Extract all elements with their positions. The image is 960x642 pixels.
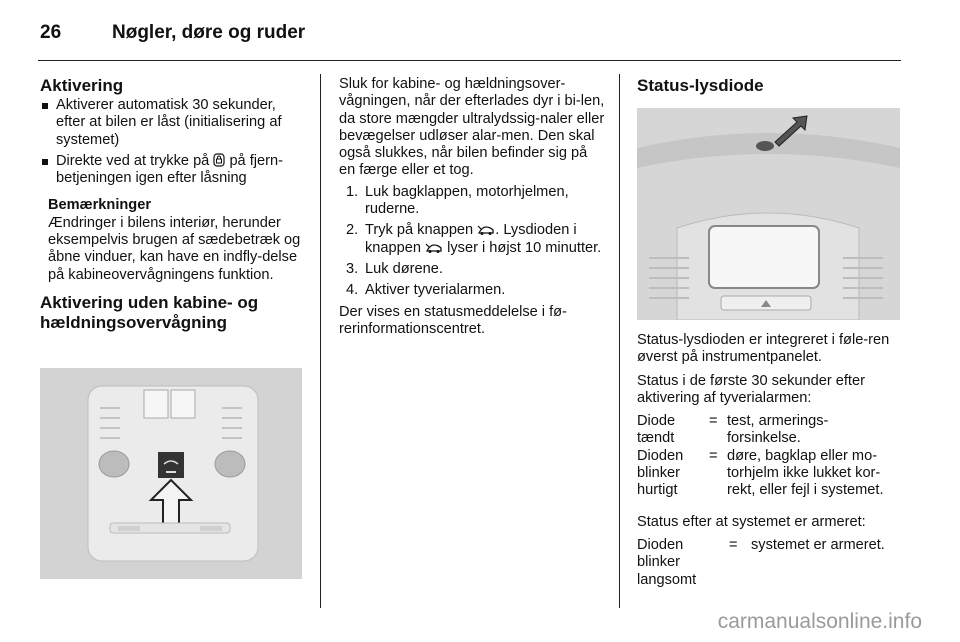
column-1 [40, 76, 304, 333]
car-tilt-icon [425, 242, 443, 254]
column-divider [619, 74, 620, 608]
status-paragraph-3: Status efter at systemet er armeret: [637, 513, 866, 530]
page-number: 26 [40, 22, 62, 43]
definition-equals: = [729, 536, 738, 553]
step-text: Tryk på knappen [365, 222, 474, 239]
console-illustration [40, 368, 302, 579]
armed-definition-list [637, 537, 902, 589]
bullet-square-icon [42, 159, 48, 165]
definition-equals: = [709, 413, 718, 430]
bullet-square-icon [42, 103, 48, 109]
watermark: carmanualsonline.info [717, 610, 922, 633]
heading-aktivering: Aktivering [40, 76, 124, 95]
status-paragraph-2: Status i de første 30 sekunder efter aktivering af tyverialarmen: [637, 372, 865, 406]
bullet-item [40, 153, 304, 188]
status-paragraph-1: Status-lysdioden er integreret i føle-ren øverst på instrumentpanelet. [637, 332, 890, 366]
definition-text: døre, bagklap eller mo-torhjelm ikke lukket kor-rekt, eller fejl i systemet. [727, 447, 884, 499]
intro-paragraph: Sluk for kabine- og hældningsover-vågningen, når der efterlades dyr i bi-len, da store mængder ultralydssig-naler eller bevægelser udløser alar-men. Den skal også slukkes, når bilen befinder sig på en færge eller et tog. [339, 76, 605, 179]
heading-status-lysdiode: Status-lysdiode [637, 76, 764, 95]
bullet-text: Direkte ved at trykke på [56, 152, 210, 169]
bullet-item [40, 97, 304, 149]
header-rule [38, 60, 901, 61]
column-3 [637, 76, 902, 589]
dashboard-illustration [637, 108, 900, 320]
dashboard-image [637, 108, 900, 320]
definition-text: test, armerings-forsinkelse. [727, 413, 829, 447]
definition-term: Diode tændt [637, 413, 676, 447]
definition-text: systemet er armeret. [751, 536, 885, 553]
bullet-text: Aktiverer automatisk 30 sekunder, efter at bilen er låst (initialisering af systemet) [56, 97, 282, 148]
step-number: 2. [346, 222, 359, 239]
bullet-text: på fjern-betjeningen igen efter låsning [56, 152, 283, 187]
step-item [339, 184, 607, 219]
step-text: . Lysdioden i knappen [365, 222, 577, 256]
step-text: Luk bagklappen, motorhjelmen, ruderne. [365, 183, 569, 218]
note-title: Bemærkninger [48, 197, 151, 214]
lock-remote-icon [213, 153, 225, 167]
definition-term: Dioden blinker langsomt [637, 536, 697, 588]
step-item [339, 282, 607, 299]
step-number: 1. [346, 183, 359, 200]
status-definition-list [637, 413, 902, 499]
outro-paragraph: Der vises en statusmeddelelse i fø-rerinformationscentret. [339, 303, 567, 337]
overhead-console-image [40, 368, 302, 579]
definition-term: Dioden blinker hurtigt [637, 447, 684, 499]
column-divider [320, 74, 321, 608]
step-text: Luk dørene. [365, 260, 443, 277]
step-item [339, 222, 607, 257]
step-text: lyser i højst 10 minutter. [447, 239, 602, 256]
page-header [40, 22, 305, 44]
step-item [339, 261, 607, 278]
note-text: Ændringer i bilens interiør, herunder eksempelvis brugen af sædebetræk og åbne vinduer, kan have en indfly-delse på kabineovervågningens funktion. [48, 214, 301, 283]
definition-equals: = [709, 447, 718, 464]
page-title: Nøgler, døre og ruder [112, 22, 306, 43]
car-tilt-icon [477, 224, 495, 236]
note-block [48, 197, 304, 283]
heading-aktivering-uden: Aktivering uden kabine- og hældningsovervågning [40, 292, 259, 332]
step-text: Aktiver tyverialarmen. [365, 282, 506, 299]
column-2 [339, 76, 607, 338]
step-number: 4. [346, 282, 359, 299]
step-number: 3. [346, 260, 359, 277]
